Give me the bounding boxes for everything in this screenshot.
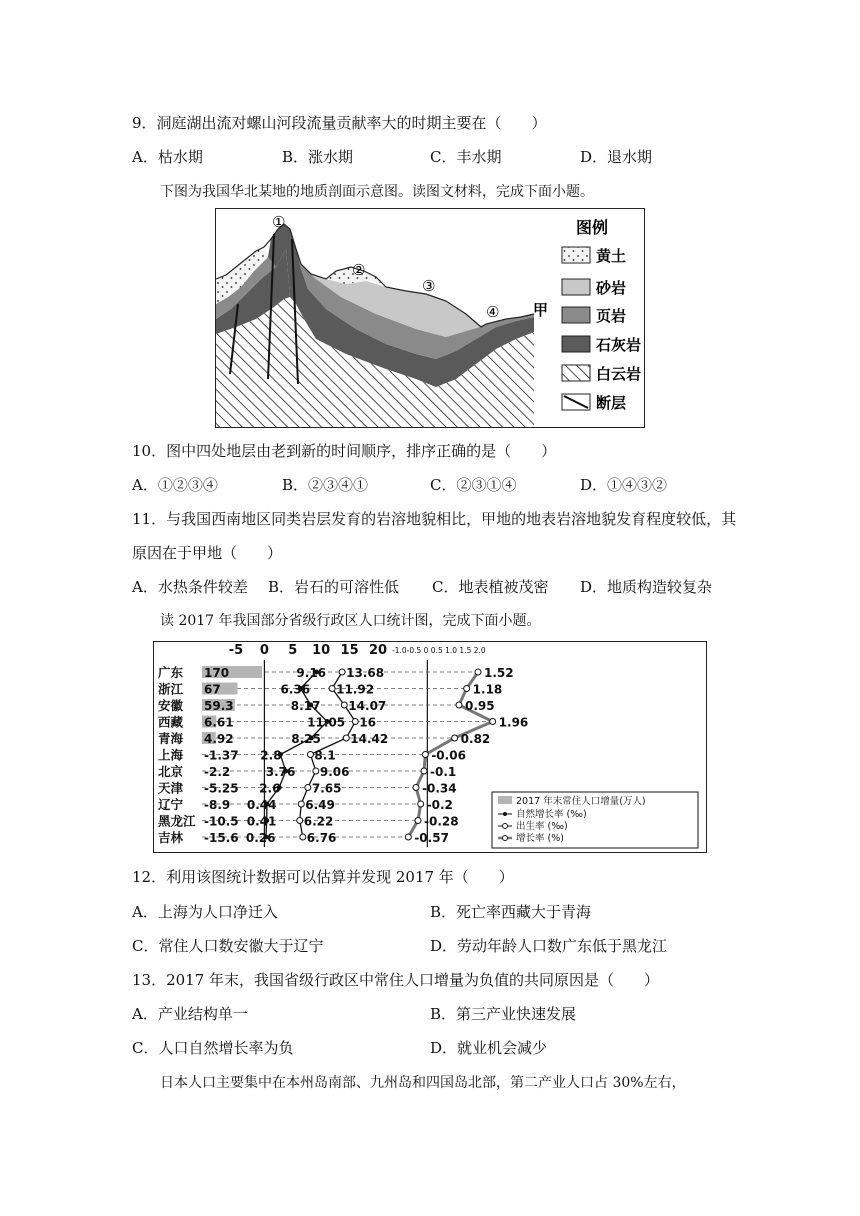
natural-rate-label: 0.26 (245, 831, 276, 845)
increase-value: 59.3 (204, 699, 234, 713)
growth-rate-point (405, 834, 411, 840)
growth-rate-point (421, 768, 427, 774)
growth-rate-point (464, 686, 470, 692)
province-label: 黑龙江 (158, 813, 196, 829)
growth-rate-label: -0.28 (424, 814, 459, 829)
growth-rate-label: 1.52 (484, 666, 514, 680)
natural-rate-label: 0.44 (246, 798, 277, 812)
q9-option-b: B．涨水期 (282, 148, 354, 166)
q11-option-d: D．地质构造较复杂 (580, 578, 713, 596)
q10-option-b: B．②③④① (282, 476, 369, 494)
increase-value: 6.61 (204, 715, 234, 730)
intro-japan: 日本人口主要集中在本州岛南部、九州岛和四国岛北部，第二产业人口占 30%左右， (160, 1075, 686, 1091)
province-label: 广东 (158, 665, 184, 680)
province-label: 辽宁 (158, 797, 184, 812)
increase-value: 170 (204, 666, 230, 680)
legend-growth-dot (503, 836, 508, 841)
legend-natural-dot (503, 812, 507, 816)
birth-rate-point (300, 834, 306, 840)
growth-rate-label: -0.34 (422, 781, 457, 796)
birth-rate-point (313, 768, 319, 774)
legend-dolomite: 白云岩 (596, 365, 642, 383)
q10-option-d: D．①④③② (580, 476, 668, 494)
intro-population: 读 2017 年我国部分省级行政区人口统计图，完成下面小题。 (160, 613, 541, 629)
birth-rate-point (329, 686, 335, 692)
x-tick-left: 15 (340, 643, 359, 658)
birth-rate-label: 7.65 (311, 781, 342, 796)
birth-rate-point (305, 785, 311, 791)
growth-rate-point (418, 801, 424, 807)
birth-rate-point (341, 702, 347, 708)
q12-stem: 12．利用该图统计数据可以估算并发现 2017 年（ ） (132, 868, 514, 886)
growth-rate-label: 1.18 (472, 682, 503, 697)
birth-rate-label: 11.92 (336, 682, 375, 697)
birth-rate-point (339, 669, 345, 675)
q11-option-c: C．地表植被茂密 (432, 578, 549, 596)
natural-rate-label: 9.16 (296, 666, 327, 680)
growth-rate-label: -0.06 (431, 748, 466, 763)
natural-rate-label: 8.25 (291, 732, 321, 746)
province-label: 青海 (158, 731, 184, 746)
x-tick-left: 20 (368, 643, 388, 658)
population-chart (153, 641, 707, 853)
natural-rate-label: 2.8 (260, 748, 282, 763)
q9-option-a: A．枯水期 (132, 148, 203, 166)
legend-birth: 出生率 (‰) (516, 821, 568, 832)
natural-rate-label: 0.41 (246, 814, 277, 829)
growth-rate-label: -0.57 (414, 831, 449, 845)
province-label: 吉林 (158, 830, 184, 845)
growth-rate-label: -0.2 (426, 798, 453, 812)
birth-rate-label: 9.06 (319, 765, 350, 779)
q10-option-a: A．①②③④ (132, 476, 218, 494)
increase-value: -2.2 (204, 765, 231, 779)
q13-stem: 13．2017 年末，我国省级行政区中常住人口增量为负值的共同原因是（ ） (132, 971, 660, 989)
legend-loess: 黄土 (596, 247, 627, 265)
q9-stem: 9．洞庭湖出流对螺山河段流量贡献率大的时期主要在（ ） (132, 114, 547, 132)
q10-stem: 10．图中四处地层由老到新的时间顺序，排序正确的是（ ） (132, 442, 557, 460)
legend-birth-dot (503, 824, 508, 829)
province-label: 浙江 (158, 681, 184, 697)
birth-rate-label: 14.07 (348, 699, 387, 713)
q11-stem-1: 11．与我国西南地区同类岩层发育的岩溶地貌相比，甲地的地表岩溶地貌发育程度较低，其 (132, 510, 737, 528)
growth-rate-label: 0.95 (465, 699, 495, 713)
increase-value: -10.5 (204, 814, 239, 829)
growth-rate-point (422, 752, 428, 758)
legend-title: 图例 (576, 218, 609, 237)
birth-rate-label: 6.49 (305, 798, 335, 812)
increase-value: -5.25 (204, 781, 239, 796)
legend-fault: 断层 (596, 394, 627, 412)
marker-1: ① (272, 213, 286, 231)
growth-rate-label: -0.1 (430, 765, 457, 779)
q9-option-d: D．退水期 (580, 148, 653, 166)
growth-rate-point (456, 702, 462, 708)
birth-rate-point (343, 735, 349, 741)
birth-rate-label: 13.68 (346, 666, 385, 680)
x-tick-left: -5 (228, 643, 244, 658)
birth-rate-point (352, 719, 358, 725)
x-ticks-right: -1.0-0.5 0 0.5 1.0 1.5 2.0 (392, 646, 486, 655)
growth-rate-label: 1.96 (498, 715, 529, 730)
legend-natural: 自然增长率 (‰) (516, 809, 587, 820)
natural-rate-label: 8.17 (290, 699, 321, 713)
q12-option-c: C．常住人口数安徽大于辽宁 (132, 937, 324, 955)
q13-option-b: B．第三产业快速发展 (430, 1005, 577, 1023)
increase-value: 4.92 (204, 732, 234, 746)
birth-rate-point (298, 801, 304, 807)
q12-option-a: A．上海为人口净迁入 (132, 903, 278, 921)
growth-rate-point (415, 818, 421, 824)
increase-value: -1.37 (204, 748, 239, 763)
growth-rate-point (452, 735, 458, 741)
q9-option-c: C．丰水期 (430, 148, 502, 166)
geology-figure (215, 208, 645, 428)
legend-sandstone: 砂岩 (596, 279, 627, 297)
growth-rate-label: 0.82 (460, 732, 491, 746)
legend-increase: 2017 年末常住人口增量(万人) (516, 796, 646, 807)
x-tick-left: 10 (312, 643, 331, 658)
marker-3: ③ (422, 277, 436, 295)
birth-rate-label: 16 (359, 715, 376, 730)
jia-label: 甲 (533, 301, 549, 319)
natural-rate-label: 2.6 (259, 781, 281, 796)
natural-rate-label: 6.36 (280, 682, 311, 697)
birth-rate-point (297, 818, 303, 824)
province-label: 北京 (158, 764, 184, 779)
q11-stem-2: 原因在于甲地（ ） (132, 544, 283, 562)
growth-rate-point (490, 719, 496, 725)
birth-rate-label: 6.22 (303, 814, 334, 829)
increase-value: -8.9 (204, 798, 231, 812)
q10-option-c: C．②③①④ (430, 476, 517, 494)
x-tick-left: 5 (288, 643, 298, 658)
legend-bar-swatch (498, 796, 512, 804)
birth-rate-label: 6.76 (306, 831, 337, 845)
growth-rate-point (475, 669, 481, 675)
birth-rate-point (307, 752, 313, 758)
q11-option-b: B．岩石的可溶性低 (268, 578, 400, 596)
growth-rate-point (413, 785, 419, 791)
province-label: 上海 (158, 747, 184, 763)
q13-option-a: A．产业结构单一 (132, 1005, 248, 1023)
q13-option-c: C．人口自然增长率为负 (132, 1039, 294, 1057)
x-tick-left: 0 (259, 643, 269, 658)
province-label: 安徽 (158, 698, 184, 713)
marker-2: ② (352, 261, 366, 279)
natural-rate-label: 11.05 (307, 715, 346, 730)
natural-rate-label: 3.76 (265, 765, 296, 779)
birth-rate-label: 8.1 (314, 748, 336, 763)
q11-option-a: A．水热条件较差 (132, 578, 248, 596)
intro-geology: 下图为我国华北某地的地质剖面示意图。读图文材料，完成下面小题。 (160, 184, 594, 200)
q13-option-d: D．就业机会减少 (430, 1039, 548, 1057)
marker-4: ④ (486, 303, 500, 321)
legend-shale: 页岩 (596, 307, 627, 325)
legend-growth: 增长率 (%) (516, 833, 564, 844)
q12-option-b: B．死亡率西藏大于青海 (430, 903, 592, 921)
province-label: 西藏 (158, 714, 184, 730)
birth-rate-label: 14.42 (350, 732, 389, 746)
province-label: 天津 (158, 780, 184, 796)
q12-option-d: D．劳动年龄人口数广东低于黑龙江 (430, 937, 668, 955)
increase-value: 67 (204, 682, 221, 697)
legend-limestone: 石灰岩 (596, 336, 642, 354)
increase-value: -15.6 (204, 831, 239, 845)
